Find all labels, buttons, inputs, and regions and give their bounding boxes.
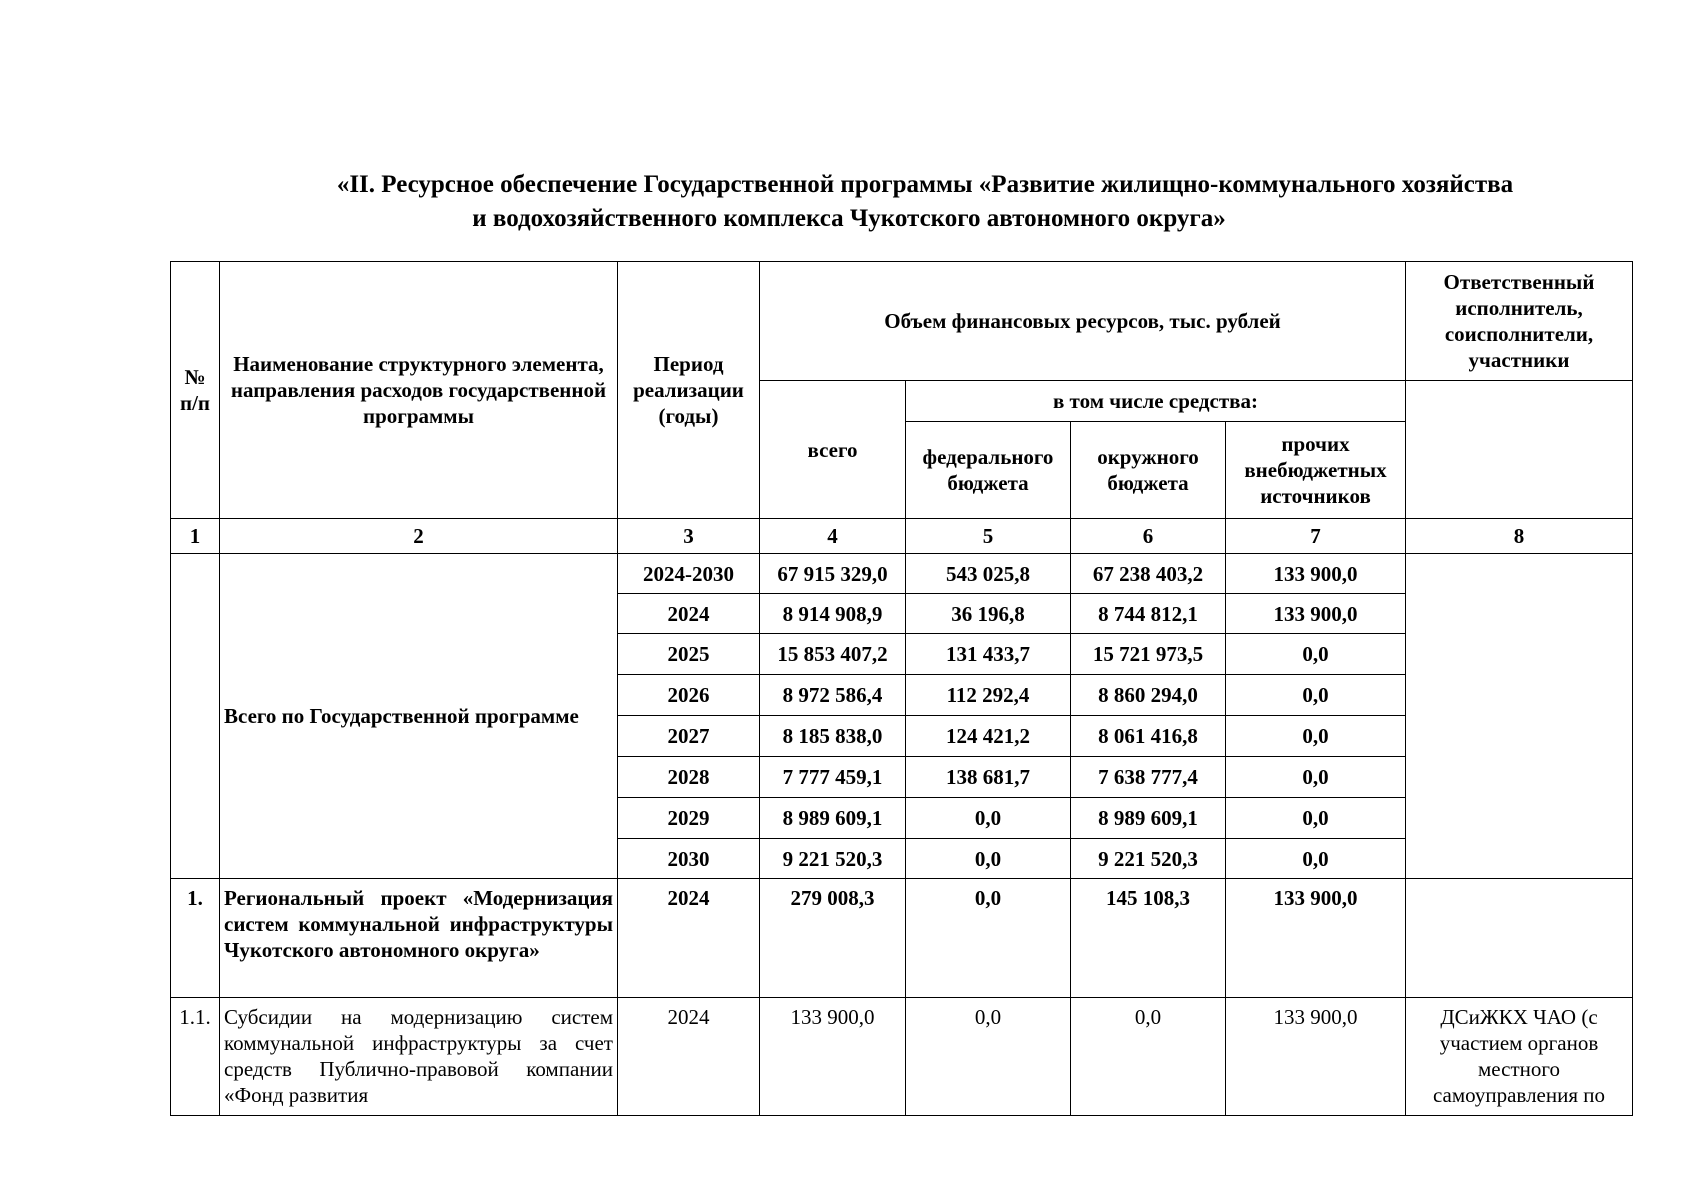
resource-table bbox=[170, 261, 1633, 1116]
district-cell: 7 638 777,4 bbox=[1071, 757, 1226, 798]
other-cell: 0,0 bbox=[1226, 798, 1406, 839]
subsidy-federal-cell: 0,0 bbox=[906, 998, 1071, 1116]
federal-cell: 131 433,7 bbox=[906, 634, 1071, 675]
project-name-cell: Региональный проект «Модернизация систем коммунальной инфраструктуры Чукотского автономного округа» bbox=[220, 879, 618, 998]
federal-cell: 124 421,2 bbox=[906, 716, 1071, 757]
period-cell: 2027 bbox=[618, 716, 760, 757]
header-total: всего bbox=[760, 381, 906, 519]
header-including: в том числе средства: bbox=[906, 381, 1406, 422]
federal-cell: 0,0 bbox=[906, 839, 1071, 879]
title-line-2: и водохозяйственного комплекса Чукотского автономного округа» bbox=[472, 205, 1226, 232]
header-period: Период реализации (годы) bbox=[618, 262, 760, 519]
column-number: 5 bbox=[906, 519, 1071, 554]
header-district: окружного бюджета bbox=[1071, 422, 1226, 519]
total-cell: 8 989 609,1 bbox=[760, 798, 906, 839]
subsidy-name-cell: Субсидии на модернизацию систем коммунальной инфраструктуры за счет средств Публично-правовой компании «Фонд развития bbox=[220, 998, 618, 1116]
period-cell: 2028 bbox=[618, 757, 760, 798]
header-responsible-blank bbox=[1406, 381, 1633, 519]
federal-cell: 138 681,7 bbox=[906, 757, 1071, 798]
total-cell: 7 777 459,1 bbox=[760, 757, 906, 798]
column-number: 6 bbox=[1071, 519, 1226, 554]
subsidy-row bbox=[171, 998, 1633, 1116]
column-number: 1 bbox=[171, 519, 220, 554]
header-other: прочих внебюджетных источников bbox=[1226, 422, 1406, 519]
total-cell: 9 221 520,3 bbox=[760, 839, 906, 879]
federal-cell: 36 196,8 bbox=[906, 594, 1071, 634]
total-cell: 8 972 586,4 bbox=[760, 675, 906, 716]
subsidy-district-cell: 0,0 bbox=[1071, 998, 1226, 1116]
district-cell: 15 721 973,5 bbox=[1071, 634, 1226, 675]
total-cell: 8 914 908,9 bbox=[760, 594, 906, 634]
subsidy-total-cell: 133 900,0 bbox=[760, 998, 906, 1116]
column-number: 4 bbox=[760, 519, 906, 554]
column-number: 7 bbox=[1226, 519, 1406, 554]
other-cell: 133 900,0 bbox=[1226, 554, 1406, 594]
header-federal: федерального бюджета bbox=[906, 422, 1071, 519]
district-cell: 9 221 520,3 bbox=[1071, 839, 1226, 879]
header-finance-group: Объем финансовых ресурсов, тыс. рублей bbox=[760, 262, 1406, 381]
total-responsible-cell bbox=[1406, 554, 1633, 879]
column-number: 8 bbox=[1406, 519, 1633, 554]
total-cell: 8 185 838,0 bbox=[760, 716, 906, 757]
federal-cell: 0,0 bbox=[906, 798, 1071, 839]
column-number: 2 bbox=[220, 519, 618, 554]
other-cell: 0,0 bbox=[1226, 839, 1406, 879]
project-other-cell: 133 900,0 bbox=[1226, 879, 1406, 998]
column-number-row bbox=[171, 519, 1633, 554]
project-federal-cell: 0,0 bbox=[906, 879, 1071, 998]
other-cell: 133 900,0 bbox=[1226, 594, 1406, 634]
district-cell: 8 860 294,0 bbox=[1071, 675, 1226, 716]
project-district-cell: 145 108,3 bbox=[1071, 879, 1226, 998]
column-number: 3 bbox=[618, 519, 760, 554]
project-period-cell: 2024 bbox=[618, 879, 760, 998]
project-row bbox=[171, 879, 1633, 998]
district-cell: 8 744 812,1 bbox=[1071, 594, 1226, 634]
header-name: Наименование структурного элемента, направления расходов государственной программы bbox=[220, 262, 618, 519]
period-cell: 2029 bbox=[618, 798, 760, 839]
subsidy-responsible-cell: ДСиЖКХ ЧАО (с участием органов местного самоуправления по bbox=[1406, 998, 1633, 1116]
district-cell: 8 061 416,8 bbox=[1071, 716, 1226, 757]
total-cell: 67 915 329,0 bbox=[760, 554, 906, 594]
project-responsible-cell bbox=[1406, 879, 1633, 998]
federal-cell: 112 292,4 bbox=[906, 675, 1071, 716]
subsidy-other-cell: 133 900,0 bbox=[1226, 998, 1406, 1116]
table-row bbox=[171, 554, 1633, 594]
period-cell: 2024-2030 bbox=[618, 554, 760, 594]
document-title bbox=[0, 168, 1698, 236]
subsidy-period-cell: 2024 bbox=[618, 998, 760, 1116]
district-cell: 8 989 609,1 bbox=[1071, 798, 1226, 839]
period-cell: 2026 bbox=[618, 675, 760, 716]
header-num: № п/п bbox=[171, 262, 220, 519]
period-cell: 2024 bbox=[618, 594, 760, 634]
header-responsible: Ответственный исполнитель, соисполнители, участники bbox=[1406, 262, 1633, 381]
other-cell: 0,0 bbox=[1226, 757, 1406, 798]
title-line-1: «II. Ресурсное обеспечение Государственной программы «Развитие жилищно-коммунального хозяйства bbox=[336, 171, 1514, 198]
period-cell: 2025 bbox=[618, 634, 760, 675]
other-cell: 0,0 bbox=[1226, 634, 1406, 675]
other-cell: 0,0 bbox=[1226, 716, 1406, 757]
subsidy-num-cell: 1.1. bbox=[171, 998, 220, 1116]
project-total-cell: 279 008,3 bbox=[760, 879, 906, 998]
total-num-cell bbox=[171, 554, 220, 879]
federal-cell: 543 025,8 bbox=[906, 554, 1071, 594]
period-cell: 2030 bbox=[618, 839, 760, 879]
project-num-cell: 1. bbox=[171, 879, 220, 998]
total-name-cell: Всего по Государственной программе bbox=[220, 554, 618, 879]
total-cell: 15 853 407,2 bbox=[760, 634, 906, 675]
other-cell: 0,0 bbox=[1226, 675, 1406, 716]
district-cell: 67 238 403,2 bbox=[1071, 554, 1226, 594]
